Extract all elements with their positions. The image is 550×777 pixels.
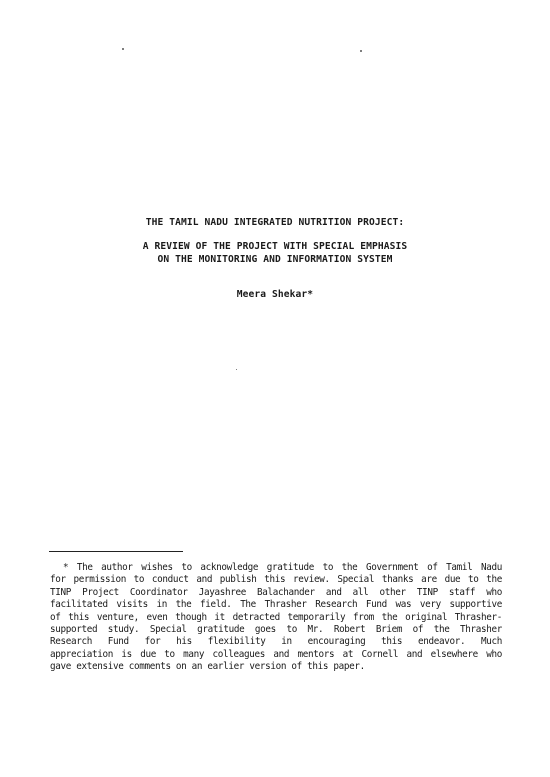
footnote-line: * The author wishes to acknowledge gratitude to the Government of Tamil Nadu: [63, 562, 502, 573]
scan-speck: [122, 48, 124, 50]
footnote: [50, 562, 502, 674]
footnote-line: TINP Project Coordinator Jayashree Balachander and all other TINP staff who: [50, 586, 502, 598]
footnote-line: supported study. Special gratitude goes to Mr. Robert Briem of the Thrasher: [50, 624, 502, 636]
footnote-line: of this venture, even though it detracted temporarily from the original Thrasher-: [50, 611, 502, 623]
footnote-line: for permission to conduct and publish this review. Special thanks are due to the: [50, 574, 502, 586]
footnote-separator: [49, 551, 183, 552]
footnote-line: appreciation is due to many colleagues and mentors at Cornell and elsewhere who: [50, 648, 502, 660]
document-subtitle-line-2: ON THE MONITORING AND INFORMATION SYSTEM: [157, 254, 393, 265]
footnote-line: facilitated visits in the field. The Thrasher Research Fund was very supportive: [50, 599, 502, 611]
document-title: THE TAMIL NADU INTEGRATED NUTRITION PROJECT:: [145, 217, 405, 228]
footnote-line: Research Fund for his flexibility in encouraging this endeavor. Much: [50, 636, 502, 648]
footnote-line: gave extensive comments on an earlier version of this paper.: [50, 661, 365, 673]
author-name: Meera Shekar*: [236, 289, 314, 300]
scan-speck: [360, 50, 362, 52]
scan-speck: [236, 369, 237, 370]
document-subtitle-line-1: A REVIEW OF THE PROJECT WITH SPECIAL EMPHASIS: [142, 241, 408, 252]
